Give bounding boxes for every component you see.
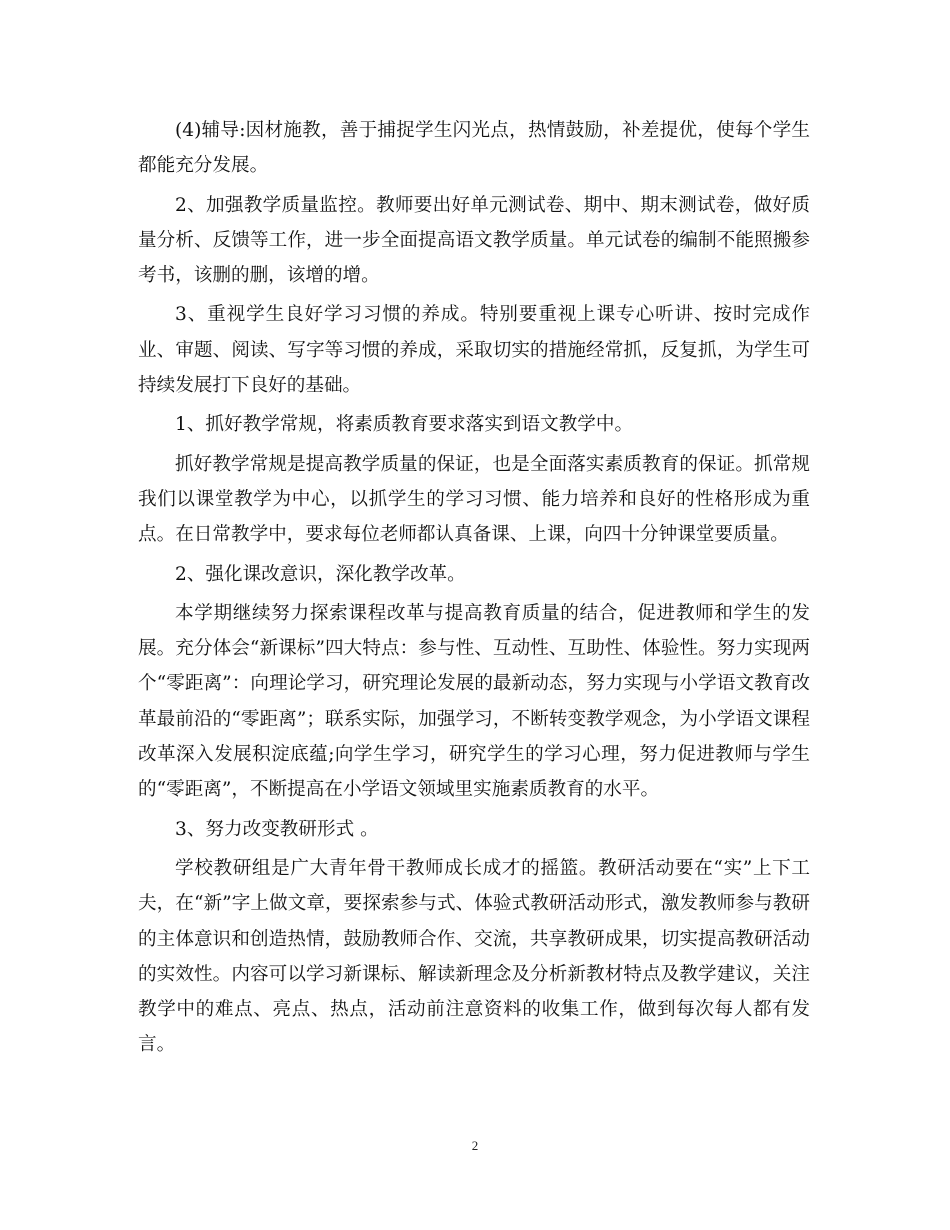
page-number: 2 xyxy=(471,1138,479,1153)
paragraph-tutoring: (4)辅导:因材施教，善于捕捉学生闪光点，热情鼓励，补差提优，使每个学生都能充分发展。 xyxy=(138,120,810,177)
heading-teaching-routine: 1、抓好教学常规，将素质教育要求落实到语文教学中。 xyxy=(175,414,634,436)
heading-research-form: 3、努力改变教研形式 。 xyxy=(175,818,379,840)
paragraph-teaching-routine: 抓好教学常规是提高教学质量的保证，也是全面落实素质教育的保证。抓常规我们以课堂教学为中心，以抓学生的学习习惯、能力培养和良好的性格形成为重点。在日常教学中，要求每位老师都认真备课、上课，向四十分钟课堂要质量。 xyxy=(138,453,810,546)
heading-curriculum-reform: 2、强化课改意识，深化教学改革。 xyxy=(175,563,466,585)
paragraph-research-form: 学校教研组是广大青年骨干教师成长成才的摇篮。教研活动要在“实”上下工夫，在“新”字上做文章，要探索参与式、体验式教研活动形式，激发教师参与教研的主体意识和创造热情，鼓励教师合作、交流，共享教研成果，切实提高教研活动的实效性。内容可以学习新课标、解读新理念及分析新教材特点及教学建议，关注教学中的难点、亮点、热点，活动前注意资料的收集工作，做到每次每人都有发言。 xyxy=(138,857,810,1056)
document-body xyxy=(138,113,810,1067)
paragraph-study-habits: 3、重视学生良好学习习惯的养成。特别要重视上课专心听讲、按时完成作业、审题、阅读、写字等习惯的养成，采取切实的措施经常抓，反复抓，为学生可持续发展打下良好的基础。 xyxy=(138,304,810,397)
paragraph-quality-monitoring: 2、加强教学质量监控。教师要出好单元测试卷、期中、期末测试卷，做好质量分析、反馈等工作，进一步全面提高语文教学质量。单元试卷的编制不能照搬参考书，该删的删，该增的增。 xyxy=(138,194,810,287)
paragraph-curriculum-reform: 本学期继续努力探索课程改革与提高教育质量的结合，促进教师和学生的发展。充分体会“新课标”四大特点：参与性、互动性、互助性、体验性。努力实现两个“零距离”：向理论学习，研究理论发展的最新动态，努力实现与小学语文教育改革最前沿的“零距离”；联系实际，加强学习，不断转变教学观念，为小学语文课程改革深入发展积淀底蕴;向学生学习，研究学生的学习心理，努力促进教师与学生的“零距离”，不断提高在小学语文领域里实施素质教育的水平。 xyxy=(138,602,810,801)
